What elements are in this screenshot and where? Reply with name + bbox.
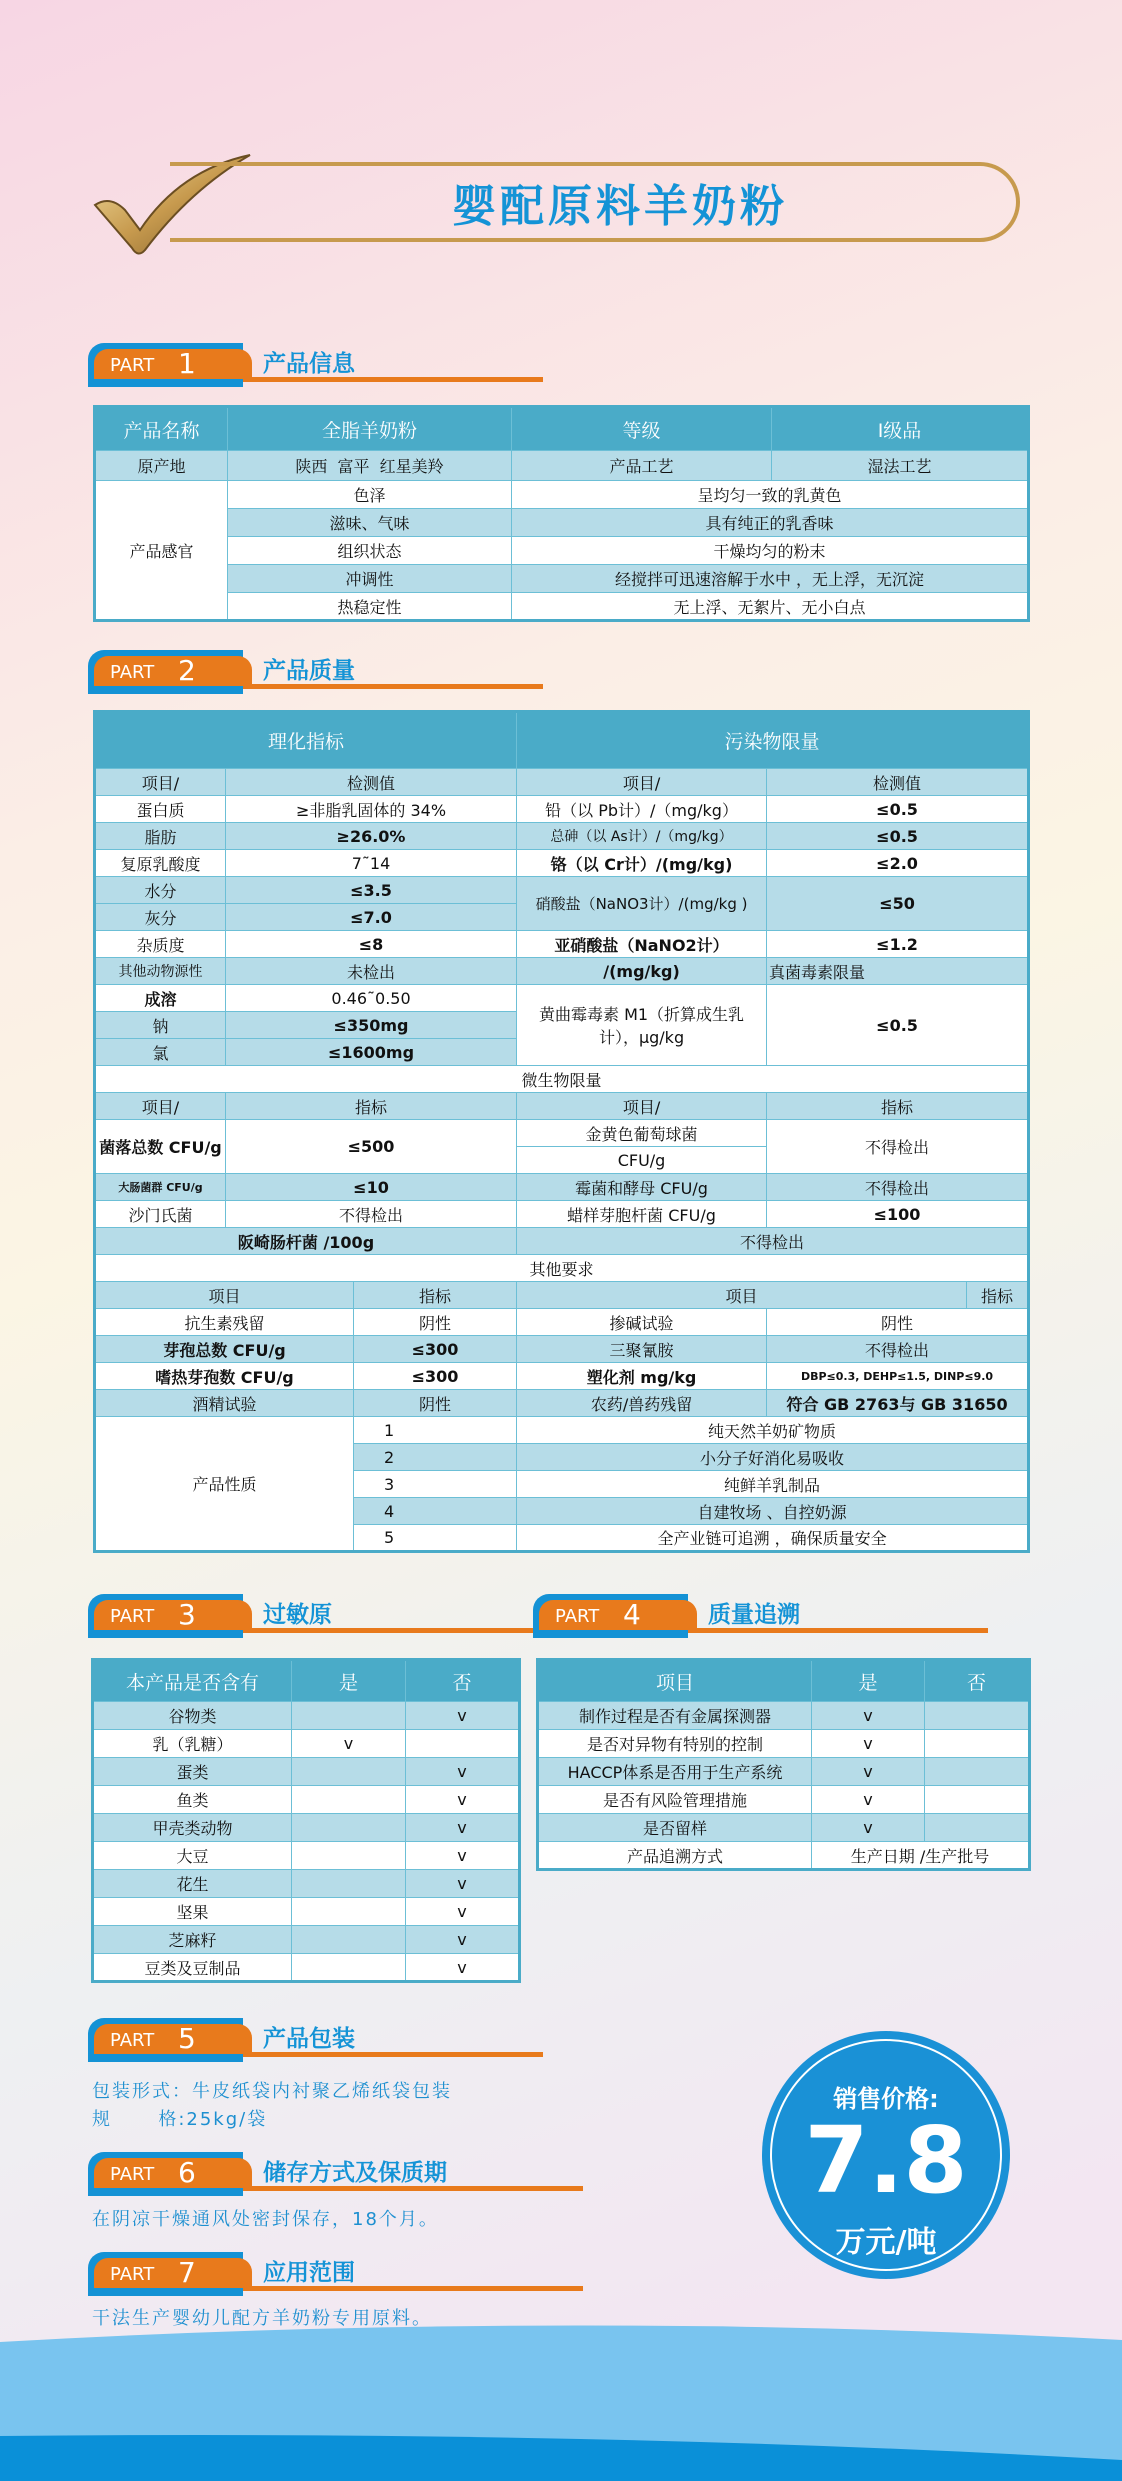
micro-key: 霉菌和酵母 CFU/g bbox=[517, 1174, 767, 1201]
section-title: 质量追溯 bbox=[708, 1602, 800, 1628]
sensory-value: 无上浮、无絮片、无小白点 bbox=[512, 593, 1029, 621]
phys-value: ≤7.0 bbox=[226, 904, 517, 931]
no-mark bbox=[925, 1702, 1030, 1730]
trace-method-label: 产品追溯方式 bbox=[538, 1842, 812, 1870]
other-value: 阴性 bbox=[354, 1390, 517, 1417]
col-yes: 是 bbox=[292, 1660, 406, 1702]
page-title: 婴配原料羊奶粉 bbox=[452, 181, 788, 232]
other-value: DBP≤0.3, DEHP≤1.5, DINP≤9.0 bbox=[767, 1363, 1029, 1390]
no-mark: v bbox=[406, 1702, 520, 1730]
prop-num: 3 bbox=[354, 1471, 517, 1498]
process-label: 产品工艺 bbox=[512, 451, 772, 481]
col-item: 项目 bbox=[95, 1282, 354, 1309]
no-mark bbox=[925, 1786, 1030, 1814]
contam-value: ≤1.2 bbox=[767, 931, 1029, 958]
part-1-header: PART 1 产品信息 bbox=[88, 343, 468, 391]
allergen-item: 乳（乳糖） bbox=[93, 1730, 292, 1758]
no-mark bbox=[925, 1730, 1030, 1758]
contam-value: ≤50 bbox=[767, 877, 1029, 931]
micro-value: ≤100 bbox=[767, 1201, 1029, 1228]
micro-value: 不得检出 bbox=[767, 1174, 1029, 1201]
yes-mark bbox=[292, 1814, 406, 1842]
micro-key: 金黄色葡萄球菌 bbox=[517, 1120, 767, 1147]
name-value: 全脂羊奶粉 bbox=[228, 407, 512, 451]
col-value: 检测值 bbox=[226, 769, 517, 796]
price-label: 销售价格: bbox=[833, 2085, 939, 2113]
micro-value: 不得检出 bbox=[517, 1228, 1029, 1255]
other-key: 酒精试验 bbox=[95, 1390, 354, 1417]
col-item: 项目/ bbox=[95, 769, 226, 796]
no-mark bbox=[925, 1814, 1030, 1842]
col-index: 指标 bbox=[226, 1093, 517, 1120]
packaging-spec: 规 格:25kg/袋 bbox=[92, 2109, 268, 2130]
section-title: 过敏原 bbox=[263, 1602, 332, 1628]
allergen-item: 大豆 bbox=[93, 1842, 292, 1870]
contam-key: 总砷（以 As计）/（mg/kg） bbox=[517, 823, 767, 850]
prop-value: 纯天然羊奶矿物质 bbox=[517, 1417, 1029, 1444]
phys-value: ≥26.0% bbox=[226, 823, 517, 850]
yes-mark: v bbox=[812, 1730, 925, 1758]
prop-num: 5 bbox=[354, 1525, 517, 1552]
sensory-key: 冲调性 bbox=[228, 565, 512, 593]
phys-value: 7˜14 bbox=[226, 850, 517, 877]
prop-num: 4 bbox=[354, 1498, 517, 1525]
phys-key: 复原乳酸度 bbox=[95, 850, 226, 877]
yes-mark: v bbox=[812, 1702, 925, 1730]
section-title: 产品信息 bbox=[263, 351, 355, 377]
contam-value: ≤0.5 bbox=[767, 796, 1029, 823]
yes-mark bbox=[292, 1870, 406, 1898]
physchem-header: 理化指标 bbox=[95, 712, 517, 769]
phys-value: ≥非脂乳固体的 34% bbox=[226, 796, 517, 823]
sensory-value: 干燥均匀的粉末 bbox=[512, 537, 1029, 565]
section-title: 应用范围 bbox=[263, 2260, 355, 2286]
phys-key: 杂质度 bbox=[95, 931, 226, 958]
other-value: ≤300 bbox=[354, 1336, 517, 1363]
process-value: 湿法工艺 bbox=[772, 451, 1029, 481]
yes-mark bbox=[292, 1842, 406, 1870]
yes-mark: v bbox=[292, 1730, 406, 1758]
part-3-header: PART 3 过敏原 bbox=[88, 1594, 468, 1642]
other-key: 三聚氰胺 bbox=[517, 1336, 767, 1363]
trace-item: 是否留样 bbox=[538, 1814, 812, 1842]
part-2-header: PART 2 产品质量 bbox=[88, 650, 468, 698]
sensory-key: 组织状态 bbox=[228, 537, 512, 565]
col-item: 项目/ bbox=[95, 1093, 226, 1120]
allergen-item: 花生 bbox=[93, 1870, 292, 1898]
contam-key: 铬（以 Cr计）/(mg/kg) bbox=[517, 850, 767, 877]
phys-value: ≤3.5 bbox=[226, 877, 517, 904]
allergen-item: 蛋类 bbox=[93, 1758, 292, 1786]
other-key: 芽孢总数 CFU/g bbox=[95, 1336, 354, 1363]
col-value: 检测值 bbox=[767, 769, 1029, 796]
col-item: 项目/ bbox=[517, 769, 767, 796]
other-key: 嗜热芽孢数 CFU/g bbox=[95, 1363, 354, 1390]
prop-value: 小分子好消化易吸收 bbox=[517, 1444, 1029, 1471]
phys-key: 其他动物源性 bbox=[95, 958, 226, 985]
bottom-wave-decoration bbox=[0, 2320, 1122, 2481]
other-value: ≤300 bbox=[354, 1363, 517, 1390]
allergen-table bbox=[91, 1658, 521, 1983]
mycotoxin-header: 真菌毒素限量 bbox=[767, 958, 1029, 985]
sensory-label: 产品感官 bbox=[95, 481, 228, 621]
contam-value: ≤0.5 bbox=[767, 823, 1029, 850]
props-label: 产品性质 bbox=[95, 1417, 354, 1552]
allergen-item: 坚果 bbox=[93, 1898, 292, 1926]
other-value: 符合 GB 2763与 GB 31650 bbox=[767, 1390, 1029, 1417]
prop-value: 全产业链可追溯 ，确保质量安全 bbox=[517, 1525, 1029, 1552]
micro-value: ≤10 bbox=[226, 1174, 517, 1201]
no-mark bbox=[925, 1758, 1030, 1786]
section-title: 产品质量 bbox=[263, 658, 355, 684]
phys-key: 氯 bbox=[95, 1039, 226, 1066]
micro-header: 微生物限量 bbox=[95, 1066, 1029, 1093]
allergen-item: 谷物类 bbox=[93, 1702, 292, 1730]
section-title: 产品包装 bbox=[263, 2026, 355, 2052]
prop-value: 自建牧场 、自控奶源 bbox=[517, 1498, 1029, 1525]
phys-key: 成溶 bbox=[95, 985, 226, 1012]
yes-mark: v bbox=[812, 1758, 925, 1786]
micro-value: ≤500 bbox=[226, 1120, 517, 1174]
no-mark: v bbox=[406, 1954, 520, 1982]
no-mark: v bbox=[406, 1898, 520, 1926]
other-key: 农药/兽药残留 bbox=[517, 1390, 767, 1417]
col-yes: 是 bbox=[812, 1660, 925, 1702]
micro-key: 沙门氏菌 bbox=[95, 1201, 226, 1228]
yes-mark bbox=[292, 1926, 406, 1954]
col-index: 指标 bbox=[354, 1282, 517, 1309]
contam-key: 亚硝酸盐（NaNO2计） bbox=[517, 931, 767, 958]
section-title: 储存方式及保质期 bbox=[263, 2160, 447, 2186]
allergen-item: 甲壳类动物 bbox=[93, 1814, 292, 1842]
other-value: 不得检出 bbox=[767, 1336, 1029, 1363]
sensory-key: 滋味、气味 bbox=[228, 509, 512, 537]
packaging-form: 包装形式：牛皮纸袋内衬聚乙烯纸袋包装 bbox=[92, 2081, 452, 2102]
part-7-header: PART 7 应用范围 bbox=[88, 2252, 468, 2300]
yes-mark bbox=[292, 1786, 406, 1814]
phys-value: ≤8 bbox=[226, 931, 517, 958]
part-5-header: PART 5 产品包装 bbox=[88, 2018, 468, 2066]
contam-value: ≤2.0 bbox=[767, 850, 1029, 877]
sensory-value: 具有纯正的乳香味 bbox=[512, 509, 1029, 537]
trace-item: 是否对异物有特别的控制 bbox=[538, 1730, 812, 1758]
col-item: 项目 bbox=[517, 1282, 967, 1309]
trace-item: 制作过程是否有金属探测器 bbox=[538, 1702, 812, 1730]
phys-key: 钠 bbox=[95, 1012, 226, 1039]
no-mark: v bbox=[406, 1814, 520, 1842]
origin-value: 陕西 富平 红星美羚 bbox=[228, 451, 512, 481]
sensory-value: 呈均匀一致的乳黄色 bbox=[512, 481, 1029, 509]
micro-key: 阪崎肠杆菌 /100g bbox=[95, 1228, 517, 1255]
product-info-table bbox=[93, 405, 1030, 622]
contam-header: 污染物限量 bbox=[517, 712, 1029, 769]
no-mark: v bbox=[406, 1758, 520, 1786]
nitrite-unit: /(mg/kg) bbox=[517, 958, 767, 985]
phys-value: 未检出 bbox=[226, 958, 517, 985]
allergen-item: 鱼类 bbox=[93, 1786, 292, 1814]
col-no: 否 bbox=[406, 1660, 520, 1702]
other-key: 掺碱试验 bbox=[517, 1309, 767, 1336]
no-mark: v bbox=[406, 1926, 520, 1954]
no-mark: v bbox=[406, 1842, 520, 1870]
origin-label: 原产地 bbox=[95, 451, 228, 481]
no-mark bbox=[406, 1730, 520, 1758]
trace-method-value: 生产日期 /生产批号 bbox=[812, 1842, 1030, 1870]
allergen-item: 豆类及豆制品 bbox=[93, 1954, 292, 1982]
yes-mark bbox=[292, 1954, 406, 1982]
phys-value: ≤1600mg bbox=[226, 1039, 517, 1066]
yes-mark bbox=[292, 1758, 406, 1786]
col-item: 项目 bbox=[538, 1660, 812, 1702]
price-value: 7.8 bbox=[804, 2107, 968, 2214]
yes-mark: v bbox=[812, 1786, 925, 1814]
micro-unit: CFU/g bbox=[517, 1147, 767, 1174]
trace-item: 是否有风险管理措施 bbox=[538, 1786, 812, 1814]
col-index: 指标 bbox=[967, 1282, 1029, 1309]
usage-text: 干法生产婴幼儿配方羊奶粉专用原料。 bbox=[92, 2308, 432, 2329]
grade-label: 等级 bbox=[512, 407, 772, 451]
other-value: 阴性 bbox=[354, 1309, 517, 1336]
trace-item: HACCP体系是否用于生产系统 bbox=[538, 1758, 812, 1786]
part-6-header: PART 6 储存方式及保质期 bbox=[88, 2152, 468, 2200]
other-value: 阴性 bbox=[767, 1309, 1029, 1336]
no-mark: v bbox=[406, 1786, 520, 1814]
col-no: 否 bbox=[925, 1660, 1030, 1702]
storage-text: 在阴凉干燥通风处密封保存，18个月。 bbox=[92, 2209, 439, 2230]
contam-key: 铅（以 Pb计）/（mg/kg） bbox=[517, 796, 767, 823]
aflatoxin-value: ≤0.5 bbox=[767, 985, 1029, 1066]
traceability-table bbox=[536, 1658, 1031, 1871]
phys-value: 0.46˜0.50 bbox=[226, 985, 517, 1012]
part-4-header: PART 4 质量追溯 bbox=[533, 1594, 913, 1642]
no-mark: v bbox=[406, 1870, 520, 1898]
micro-value: 不得检出 bbox=[767, 1120, 1029, 1174]
micro-value: 不得检出 bbox=[226, 1201, 517, 1228]
allergen-item: 芝麻籽 bbox=[93, 1926, 292, 1954]
name-label: 产品名称 bbox=[95, 407, 228, 451]
phys-value: ≤350mg bbox=[226, 1012, 517, 1039]
yes-mark bbox=[292, 1702, 406, 1730]
col-index: 指标 bbox=[767, 1093, 1029, 1120]
phys-key: 水分 bbox=[95, 877, 226, 904]
col-item: 项目/ bbox=[517, 1093, 767, 1120]
micro-key: 菌落总数 CFU/g bbox=[95, 1120, 226, 1174]
sensory-key: 色泽 bbox=[228, 481, 512, 509]
micro-key: 蜡样芽胞杆菌 CFU/g bbox=[517, 1201, 767, 1228]
sensory-key: 热稳定性 bbox=[228, 593, 512, 621]
prop-num: 1 bbox=[354, 1417, 517, 1444]
micro-key: 大肠菌群 CFU/g bbox=[95, 1174, 226, 1201]
other-key: 塑化剂 mg/kg bbox=[517, 1363, 767, 1390]
grade-value: Ⅰ级品 bbox=[772, 407, 1029, 451]
col-item: 本产品是否含有 bbox=[93, 1660, 292, 1702]
prop-value: 纯鲜羊乳制品 bbox=[517, 1471, 1029, 1498]
other-key: 抗生素残留 bbox=[95, 1309, 354, 1336]
other-header: 其他要求 bbox=[95, 1255, 1029, 1282]
prop-num: 2 bbox=[354, 1444, 517, 1471]
price-unit: 万元/吨 bbox=[835, 2225, 937, 2260]
contam-key: 硝酸盐（NaNO3计）/(mg/kg ) bbox=[517, 877, 767, 931]
phys-key: 灰分 bbox=[95, 904, 226, 931]
product-quality-table bbox=[93, 710, 1030, 1553]
phys-key: 蛋白质 bbox=[95, 796, 226, 823]
phys-key: 脂肪 bbox=[95, 823, 226, 850]
price-badge bbox=[762, 2031, 1010, 2279]
yes-mark bbox=[292, 1898, 406, 1926]
yes-mark: v bbox=[812, 1814, 925, 1842]
sensory-value: 经搅拌可迅速溶解于水中 ，无上浮，无沉淀 bbox=[512, 565, 1029, 593]
aflatoxin-key: 黄曲霉毒素 M1（折算成生乳计），μg/kg bbox=[517, 985, 767, 1066]
